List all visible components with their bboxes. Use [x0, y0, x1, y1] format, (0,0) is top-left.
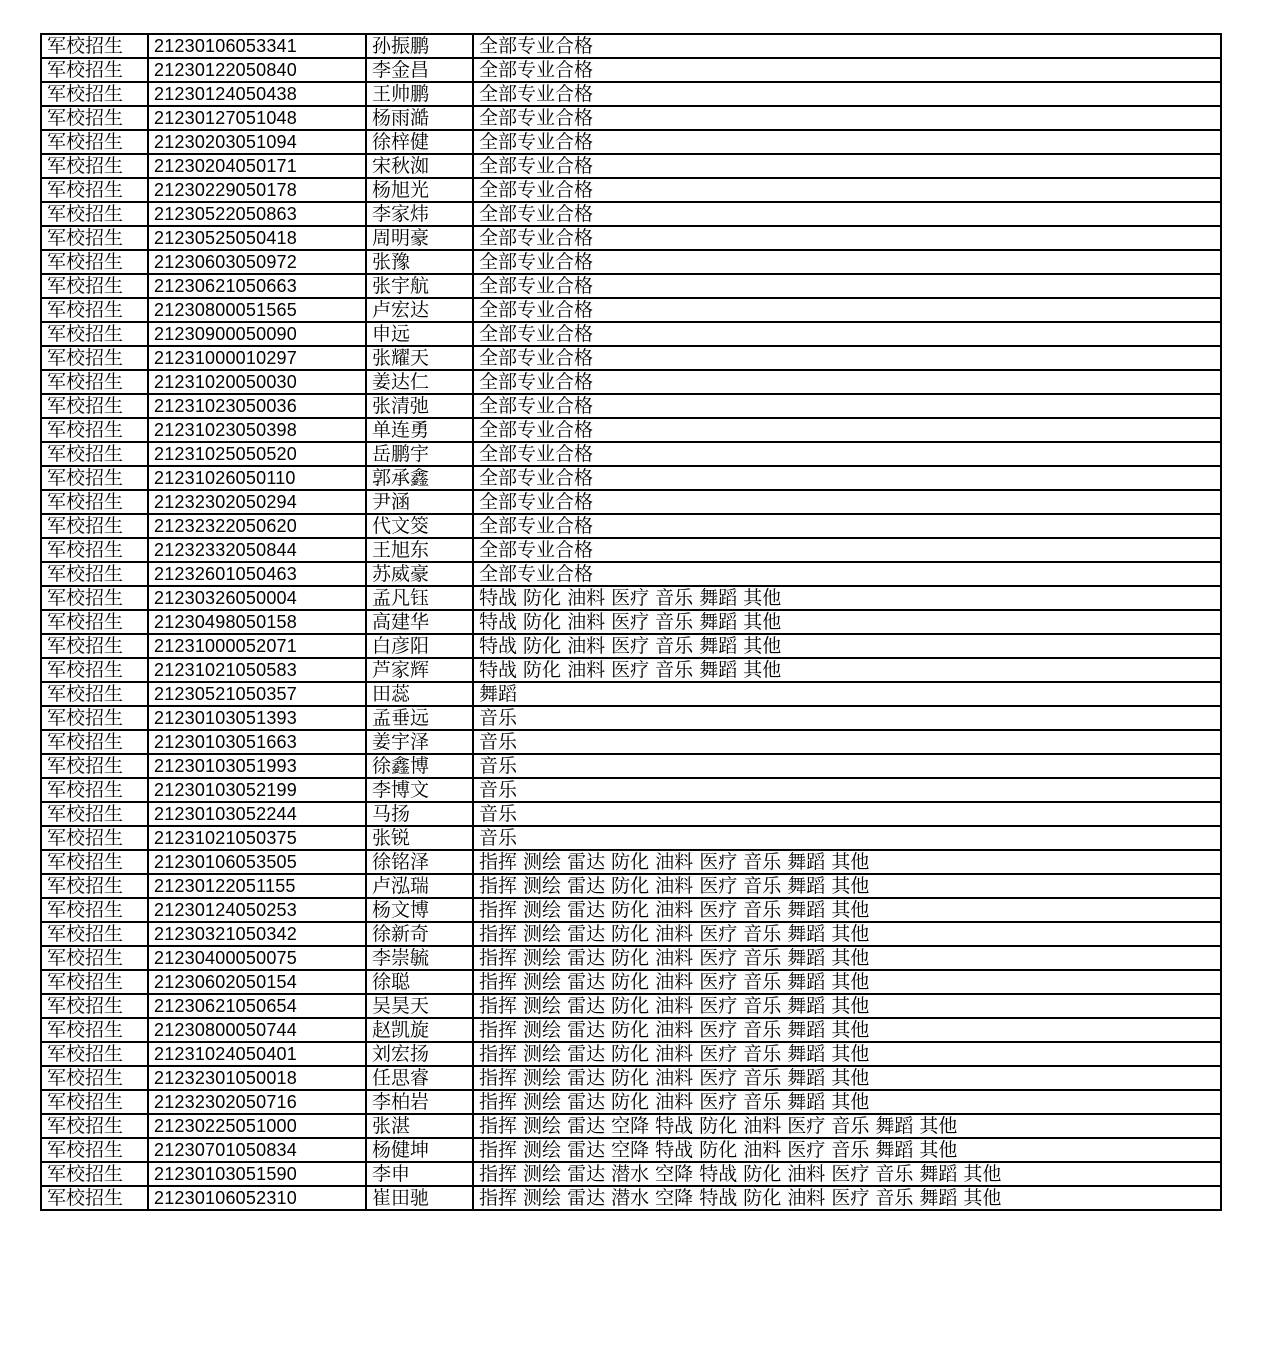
- candidate-name-cell: 苏威豪: [366, 562, 473, 586]
- category-cell: 军校招生: [41, 34, 148, 58]
- result-cell: 全部专业合格: [473, 346, 1221, 370]
- candidate-name-cell: 高建华: [366, 610, 473, 634]
- result-cell: 全部专业合格: [473, 202, 1221, 226]
- candidate-name-cell: 杨文博: [366, 898, 473, 922]
- category-cell: 军校招生: [41, 370, 148, 394]
- table-row: [41, 442, 1221, 466]
- candidate-name-cell: 代文筊: [366, 514, 473, 538]
- result-cell: 音乐: [473, 754, 1221, 778]
- candidate-name-cell: 单连勇: [366, 418, 473, 442]
- result-cell: 全部专业合格: [473, 322, 1221, 346]
- table-row: [41, 586, 1221, 610]
- candidate-id-cell: 21230800050744: [148, 1018, 366, 1042]
- candidate-id-cell: 21232332050844: [148, 538, 366, 562]
- category-cell: 军校招生: [41, 826, 148, 850]
- results-table: [40, 33, 1222, 1211]
- candidate-id-cell: 21230800051565: [148, 298, 366, 322]
- category-cell: 军校招生: [41, 562, 148, 586]
- candidate-id-cell: 21230204050171: [148, 154, 366, 178]
- table-row: [41, 610, 1221, 634]
- table-row: [41, 562, 1221, 586]
- table-row: [41, 898, 1221, 922]
- table-row: [41, 274, 1221, 298]
- candidate-id-cell: 21232302050294: [148, 490, 366, 514]
- category-cell: 军校招生: [41, 1042, 148, 1066]
- table-row: [41, 226, 1221, 250]
- table-row: [41, 730, 1221, 754]
- result-cell: 指挥 测绘 雷达 潜水 空降 特战 防化 油料 医疗 音乐 舞蹈 其他: [473, 1162, 1221, 1186]
- result-cell: 指挥 测绘 雷达 防化 油料 医疗 音乐 舞蹈 其他: [473, 1066, 1221, 1090]
- candidate-name-cell: 张湛: [366, 1114, 473, 1138]
- candidate-name-cell: 马扬: [366, 802, 473, 826]
- candidate-id-cell: 21230603050972: [148, 250, 366, 274]
- category-cell: 军校招生: [41, 1162, 148, 1186]
- category-cell: 军校招生: [41, 178, 148, 202]
- candidate-id-cell: 21230127051048: [148, 106, 366, 130]
- candidate-name-cell: 卢宏达: [366, 298, 473, 322]
- candidate-name-cell: 徐聪: [366, 970, 473, 994]
- candidate-id-cell: 21230621050663: [148, 274, 366, 298]
- candidate-id-cell: 21230103051993: [148, 754, 366, 778]
- table-row: [41, 490, 1221, 514]
- result-cell: 全部专业合格: [473, 538, 1221, 562]
- candidate-name-cell: 王帅鹏: [366, 82, 473, 106]
- table-row: [41, 706, 1221, 730]
- result-cell: 指挥 测绘 雷达 空降 特战 防化 油料 医疗 音乐 舞蹈 其他: [473, 1114, 1221, 1138]
- table-row: [41, 682, 1221, 706]
- candidate-id-cell: 21231023050036: [148, 394, 366, 418]
- category-cell: 军校招生: [41, 1066, 148, 1090]
- result-cell: 全部专业合格: [473, 226, 1221, 250]
- table-row: [41, 1042, 1221, 1066]
- candidate-name-cell: 芦家辉: [366, 658, 473, 682]
- category-cell: 军校招生: [41, 130, 148, 154]
- candidate-id-cell: 21230326050004: [148, 586, 366, 610]
- category-cell: 军校招生: [41, 58, 148, 82]
- candidate-name-cell: 姜达仁: [366, 370, 473, 394]
- category-cell: 军校招生: [41, 922, 148, 946]
- result-cell: 音乐: [473, 778, 1221, 802]
- candidate-name-cell: 徐铭泽: [366, 850, 473, 874]
- category-cell: 军校招生: [41, 730, 148, 754]
- candidate-name-cell: 岳鹏宇: [366, 442, 473, 466]
- candidate-id-cell: 21230103052244: [148, 802, 366, 826]
- table-row: [41, 82, 1221, 106]
- result-cell: 全部专业合格: [473, 178, 1221, 202]
- candidate-id-cell: 21231021050375: [148, 826, 366, 850]
- table-row: [41, 826, 1221, 850]
- table-row: [41, 346, 1221, 370]
- candidate-name-cell: 孟凡钰: [366, 586, 473, 610]
- results-table-body: [41, 34, 1221, 1210]
- category-cell: 军校招生: [41, 202, 148, 226]
- candidate-id-cell: 21230400050075: [148, 946, 366, 970]
- result-cell: 全部专业合格: [473, 274, 1221, 298]
- candidate-name-cell: 郭承鑫: [366, 466, 473, 490]
- table-row: [41, 994, 1221, 1018]
- candidate-name-cell: 申远: [366, 322, 473, 346]
- result-cell: 全部专业合格: [473, 154, 1221, 178]
- candidate-name-cell: 任思睿: [366, 1066, 473, 1090]
- result-cell: 指挥 测绘 雷达 防化 油料 医疗 音乐 舞蹈 其他: [473, 1018, 1221, 1042]
- candidate-id-cell: 21232601050463: [148, 562, 366, 586]
- result-cell: 指挥 测绘 雷达 防化 油料 医疗 音乐 舞蹈 其他: [473, 922, 1221, 946]
- candidate-name-cell: 张锐: [366, 826, 473, 850]
- candidate-name-cell: 徐梓健: [366, 130, 473, 154]
- candidate-name-cell: 张清弛: [366, 394, 473, 418]
- result-cell: 全部专业合格: [473, 466, 1221, 490]
- candidate-name-cell: 姜宇泽: [366, 730, 473, 754]
- table-row: [41, 538, 1221, 562]
- candidate-id-cell: 21231024050401: [148, 1042, 366, 1066]
- candidate-name-cell: 李申: [366, 1162, 473, 1186]
- candidate-name-cell: 徐鑫博: [366, 754, 473, 778]
- table-row: [41, 1162, 1221, 1186]
- candidate-name-cell: 吴昊天: [366, 994, 473, 1018]
- category-cell: 军校招生: [41, 106, 148, 130]
- candidate-id-cell: 21232322050620: [148, 514, 366, 538]
- category-cell: 军校招生: [41, 682, 148, 706]
- result-cell: 音乐: [473, 706, 1221, 730]
- table-row: [41, 58, 1221, 82]
- candidate-name-cell: 李家炜: [366, 202, 473, 226]
- candidate-id-cell: 21231023050398: [148, 418, 366, 442]
- candidate-id-cell: 21230225051000: [148, 1114, 366, 1138]
- candidate-name-cell: 孙振鹏: [366, 34, 473, 58]
- category-cell: 军校招生: [41, 1138, 148, 1162]
- candidate-name-cell: 崔田驰: [366, 1186, 473, 1210]
- category-cell: 军校招生: [41, 442, 148, 466]
- category-cell: 军校招生: [41, 1090, 148, 1114]
- result-cell: 全部专业合格: [473, 394, 1221, 418]
- result-cell: 指挥 测绘 雷达 防化 油料 医疗 音乐 舞蹈 其他: [473, 970, 1221, 994]
- candidate-name-cell: 杨雨澔: [366, 106, 473, 130]
- candidate-id-cell: 21231000052071: [148, 634, 366, 658]
- result-cell: 特战 防化 油料 医疗 音乐 舞蹈 其他: [473, 658, 1221, 682]
- category-cell: 军校招生: [41, 322, 148, 346]
- candidate-name-cell: 杨健坤: [366, 1138, 473, 1162]
- candidate-name-cell: 张宇航: [366, 274, 473, 298]
- candidate-id-cell: 21231020050030: [148, 370, 366, 394]
- category-cell: 军校招生: [41, 298, 148, 322]
- result-cell: 全部专业合格: [473, 514, 1221, 538]
- candidate-id-cell: 21230124050438: [148, 82, 366, 106]
- candidate-id-cell: 21231026050110: [148, 466, 366, 490]
- category-cell: 军校招生: [41, 82, 148, 106]
- category-cell: 军校招生: [41, 514, 148, 538]
- category-cell: 军校招生: [41, 1114, 148, 1138]
- candidate-id-cell: 21230122051155: [148, 874, 366, 898]
- result-cell: 全部专业合格: [473, 58, 1221, 82]
- category-cell: 军校招生: [41, 850, 148, 874]
- category-cell: 军校招生: [41, 274, 148, 298]
- category-cell: 军校招生: [41, 658, 148, 682]
- candidate-id-cell: 21230701050834: [148, 1138, 366, 1162]
- candidate-id-cell: 21230106053505: [148, 850, 366, 874]
- category-cell: 军校招生: [41, 250, 148, 274]
- candidate-id-cell: 21232302050716: [148, 1090, 366, 1114]
- candidate-id-cell: 21231025050520: [148, 442, 366, 466]
- table-row: [41, 394, 1221, 418]
- category-cell: 军校招生: [41, 778, 148, 802]
- category-cell: 军校招生: [41, 490, 148, 514]
- table-row: [41, 754, 1221, 778]
- table-row: [41, 658, 1221, 682]
- result-cell: 特战 防化 油料 医疗 音乐 舞蹈 其他: [473, 634, 1221, 658]
- candidate-id-cell: 21230498050158: [148, 610, 366, 634]
- candidate-name-cell: 宋秋洳: [366, 154, 473, 178]
- category-cell: 军校招生: [41, 1186, 148, 1210]
- category-cell: 军校招生: [41, 634, 148, 658]
- candidate-name-cell: 孟垂远: [366, 706, 473, 730]
- candidate-id-cell: 21230103051393: [148, 706, 366, 730]
- result-cell: 全部专业合格: [473, 562, 1221, 586]
- result-cell: 指挥 测绘 雷达 空降 特战 防化 油料 医疗 音乐 舞蹈 其他: [473, 1138, 1221, 1162]
- category-cell: 军校招生: [41, 586, 148, 610]
- candidate-id-cell: 21231000010297: [148, 346, 366, 370]
- category-cell: 军校招生: [41, 610, 148, 634]
- table-row: [41, 1018, 1221, 1042]
- result-cell: 指挥 测绘 雷达 防化 油料 医疗 音乐 舞蹈 其他: [473, 1090, 1221, 1114]
- candidate-name-cell: 杨旭光: [366, 178, 473, 202]
- result-cell: 指挥 测绘 雷达 防化 油料 医疗 音乐 舞蹈 其他: [473, 994, 1221, 1018]
- table-row: [41, 250, 1221, 274]
- category-cell: 军校招生: [41, 466, 148, 490]
- candidate-id-cell: 21230621050654: [148, 994, 366, 1018]
- result-cell: 特战 防化 油料 医疗 音乐 舞蹈 其他: [473, 610, 1221, 634]
- candidate-name-cell: 刘宏扬: [366, 1042, 473, 1066]
- candidate-name-cell: 张耀天: [366, 346, 473, 370]
- result-cell: 全部专业合格: [473, 130, 1221, 154]
- candidate-id-cell: 21230602050154: [148, 970, 366, 994]
- result-cell: 全部专业合格: [473, 442, 1221, 466]
- table-row: [41, 1138, 1221, 1162]
- result-cell: 全部专业合格: [473, 298, 1221, 322]
- table-row: [41, 802, 1221, 826]
- table-row: [41, 850, 1221, 874]
- result-cell: 舞蹈: [473, 682, 1221, 706]
- category-cell: 军校招生: [41, 394, 148, 418]
- table-row: [41, 1090, 1221, 1114]
- result-cell: 指挥 测绘 雷达 防化 油料 医疗 音乐 舞蹈 其他: [473, 850, 1221, 874]
- table-row: [41, 1114, 1221, 1138]
- candidate-name-cell: 徐新奇: [366, 922, 473, 946]
- category-cell: 军校招生: [41, 970, 148, 994]
- category-cell: 军校招生: [41, 898, 148, 922]
- candidate-id-cell: 21230525050418: [148, 226, 366, 250]
- candidate-id-cell: 21230203051094: [148, 130, 366, 154]
- result-cell: 指挥 测绘 雷达 防化 油料 医疗 音乐 舞蹈 其他: [473, 874, 1221, 898]
- candidate-id-cell: 21230321050342: [148, 922, 366, 946]
- table-row: [41, 922, 1221, 946]
- candidate-name-cell: 卢泓瑞: [366, 874, 473, 898]
- table-row: [41, 106, 1221, 130]
- result-cell: 全部专业合格: [473, 34, 1221, 58]
- table-row: [41, 154, 1221, 178]
- table-row: [41, 946, 1221, 970]
- table-row: [41, 1186, 1221, 1210]
- table-row: [41, 178, 1221, 202]
- candidate-id-cell: 21230521050357: [148, 682, 366, 706]
- result-cell: 指挥 测绘 雷达 潜水 空降 特战 防化 油料 医疗 音乐 舞蹈 其他: [473, 1186, 1221, 1210]
- category-cell: 军校招生: [41, 226, 148, 250]
- table-row: [41, 202, 1221, 226]
- candidate-id-cell: 21230103051590: [148, 1162, 366, 1186]
- result-cell: 指挥 测绘 雷达 防化 油料 医疗 音乐 舞蹈 其他: [473, 946, 1221, 970]
- table-row: [41, 130, 1221, 154]
- category-cell: 军校招生: [41, 946, 148, 970]
- result-cell: 全部专业合格: [473, 250, 1221, 274]
- category-cell: 军校招生: [41, 874, 148, 898]
- result-cell: 指挥 测绘 雷达 防化 油料 医疗 音乐 舞蹈 其他: [473, 898, 1221, 922]
- result-cell: 全部专业合格: [473, 418, 1221, 442]
- table-row: [41, 370, 1221, 394]
- candidate-id-cell: 21230229050178: [148, 178, 366, 202]
- candidate-id-cell: 21230124050253: [148, 898, 366, 922]
- candidate-name-cell: 李金昌: [366, 58, 473, 82]
- table-row: [41, 514, 1221, 538]
- result-cell: 全部专业合格: [473, 370, 1221, 394]
- candidate-id-cell: 21230522050863: [148, 202, 366, 226]
- candidate-id-cell: 21230106052310: [148, 1186, 366, 1210]
- candidate-name-cell: 李柏岩: [366, 1090, 473, 1114]
- category-cell: 军校招生: [41, 418, 148, 442]
- table-row: [41, 778, 1221, 802]
- candidate-name-cell: 李博文: [366, 778, 473, 802]
- table-row: [41, 1066, 1221, 1090]
- result-cell: 音乐: [473, 826, 1221, 850]
- candidate-id-cell: 21230103051663: [148, 730, 366, 754]
- result-cell: 音乐: [473, 802, 1221, 826]
- candidate-id-cell: 21232301050018: [148, 1066, 366, 1090]
- category-cell: 军校招生: [41, 754, 148, 778]
- result-cell: 全部专业合格: [473, 490, 1221, 514]
- result-cell: 全部专业合格: [473, 106, 1221, 130]
- category-cell: 军校招生: [41, 802, 148, 826]
- category-cell: 军校招生: [41, 538, 148, 562]
- candidate-name-cell: 尹涵: [366, 490, 473, 514]
- result-cell: 指挥 测绘 雷达 防化 油料 医疗 音乐 舞蹈 其他: [473, 1042, 1221, 1066]
- candidate-id-cell: 21231021050583: [148, 658, 366, 682]
- candidate-id-cell: 21230106053341: [148, 34, 366, 58]
- candidate-name-cell: 赵凯旋: [366, 1018, 473, 1042]
- candidate-id-cell: 21230103052199: [148, 778, 366, 802]
- table-row: [41, 874, 1221, 898]
- candidate-name-cell: 王旭东: [366, 538, 473, 562]
- candidate-name-cell: 张豫: [366, 250, 473, 274]
- candidate-name-cell: 周明豪: [366, 226, 473, 250]
- category-cell: 军校招生: [41, 154, 148, 178]
- candidate-id-cell: 21230900050090: [148, 322, 366, 346]
- table-row: [41, 970, 1221, 994]
- candidate-name-cell: 李崇毓: [366, 946, 473, 970]
- candidate-name-cell: 田蕊: [366, 682, 473, 706]
- table-row: [41, 298, 1221, 322]
- result-cell: 特战 防化 油料 医疗 音乐 舞蹈 其他: [473, 586, 1221, 610]
- table-row: [41, 322, 1221, 346]
- result-cell: 全部专业合格: [473, 82, 1221, 106]
- table-row: [41, 34, 1221, 58]
- category-cell: 军校招生: [41, 1018, 148, 1042]
- candidate-id-cell: 21230122050840: [148, 58, 366, 82]
- category-cell: 军校招生: [41, 706, 148, 730]
- category-cell: 军校招生: [41, 346, 148, 370]
- table-row: [41, 418, 1221, 442]
- result-cell: 音乐: [473, 730, 1221, 754]
- candidate-name-cell: 白彦阳: [366, 634, 473, 658]
- table-row: [41, 634, 1221, 658]
- table-row: [41, 466, 1221, 490]
- category-cell: 军校招生: [41, 994, 148, 1018]
